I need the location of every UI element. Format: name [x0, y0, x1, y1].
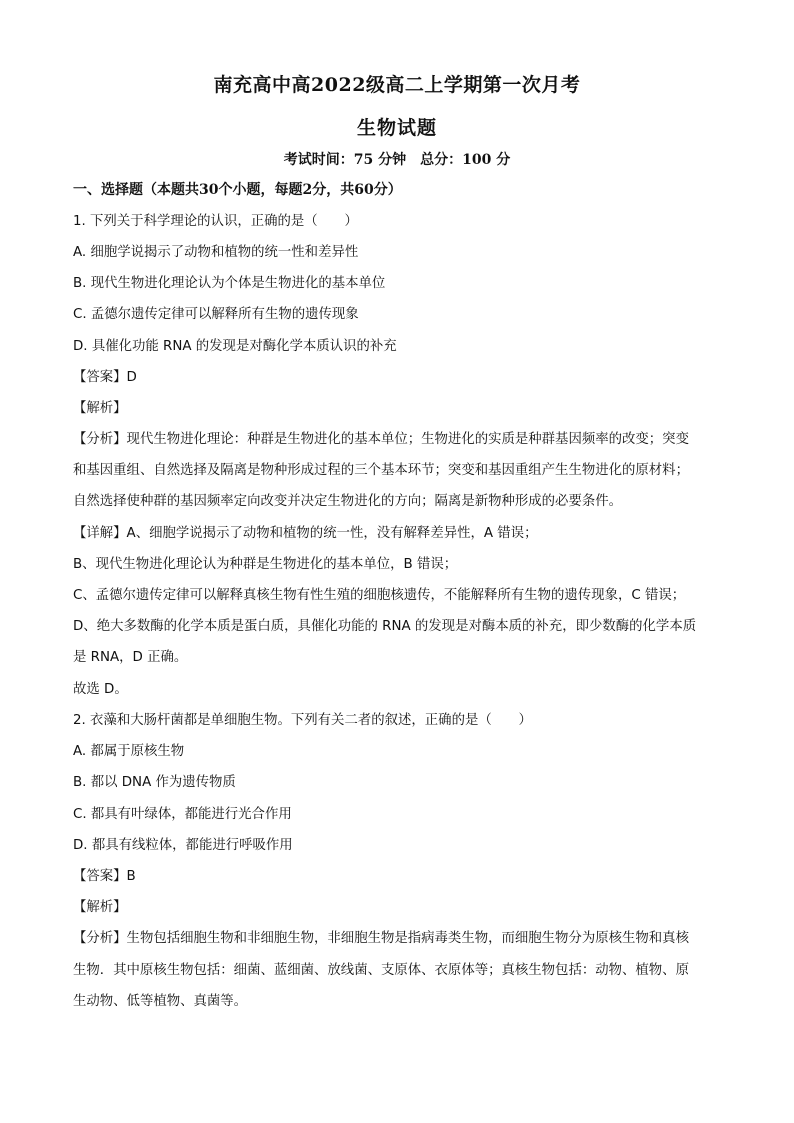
question-1-explanation-line: 【详解】A、细胞学说揭示了动物和植物的统一性，没有解释差异性，A 错误； [73, 526, 538, 541]
question-2-option-c: C. 都具有叶绿体，都能进行光合作用 [73, 807, 292, 822]
question-2-explanation-line: 【分析】生物包括细胞生物和非细胞生物，非细胞生物是指病毒类生物，而细胞生物分为原核生物和真核 [73, 931, 689, 946]
question-1-option-c: C. 孟德尔遗传定律可以解释所有生物的遗传现象 [73, 307, 359, 322]
question-1-explanation-line: B、现代生物进化理论认为种群是生物进化的基本单位，B 错误； [73, 557, 458, 572]
question-1-option-d: D. 具催化功能 RNA 的发现是对酶化学本质认识的补充 [73, 339, 397, 354]
question-1-explanation-line: D、绝大多数酶的化学本质是蛋白质，具催化功能的 RNA 的发现是对酶本质的补充，即少数酶的化学本质 [73, 619, 697, 634]
section-heading: 一、选择题（本题共30个小题，每题2分，共60分） [73, 182, 402, 198]
question-2-explanation-line: 生动物、低等植物、真菌等。 [73, 994, 248, 1009]
question-1-option-a: A. 细胞学说揭示了动物和植物的统一性和差异性 [73, 245, 359, 260]
question-1-option-b: B. 现代生物进化理论认为个体是生物进化的基本单位 [73, 276, 386, 291]
question-1-analysis-label: 【解析】 [73, 401, 127, 416]
question-1-explanation-line: C、孟德尔遗传定律可以解释真核生物有性生殖的细胞核遗传，不能解释所有生物的遗传现象，C 错误； [73, 588, 686, 603]
question-2-answer: 【答案】B [73, 869, 136, 884]
question-2-option-d: D. 都具有线粒体，都能进行呼吸作用 [73, 838, 293, 853]
subject-title: 生物试题 [356, 117, 437, 139]
question-1-explanation-line: 是 RNA，D 正确。 [73, 650, 188, 665]
question-2-option-b: B. 都以 DNA 作为遗传物质 [73, 775, 236, 790]
question-2-option-a: A. 都属于原核生物 [73, 744, 185, 759]
question-1-explanation-line: 和基因重组、自然选择及隔离是物种形成过程的三个基本环节；突变和基因重组产生生物进化的原材料； [73, 463, 689, 478]
question-1-explanation-line: 【分析】现代生物进化理论：种群是生物进化的基本单位；生物进化的实质是种群基因频率的改变；突变 [73, 432, 689, 447]
question-1-explanation-line: 故选 D。 [73, 682, 128, 697]
question-2-analysis-label: 【解析】 [73, 900, 127, 915]
question-1-stem: 1. 下列关于科学理论的认识，正确的是（ ） [73, 214, 358, 229]
question-1-explanation-line: 自然选择使种群的基因频率定向改变并决定生物进化的方向；隔离是新物种形成的必要条件。 [73, 494, 623, 509]
question-2-explanation-line: 生物．其中原核生物包括：细菌、蓝细菌、放线菌、支原体、衣原体等；真核生物包括：动物、植物、原 [73, 963, 689, 978]
exam-title: 南充高中高2022级高二上学期第一次月考 [213, 74, 581, 96]
question-1-answer: 【答案】D [73, 370, 137, 385]
exam-meta: 考试时间：75 分钟 总分：100 分 [283, 152, 511, 168]
question-2-stem: 2. 衣藻和大肠杆菌都是单细胞生物。下列有关二者的叙述，正确的是（ ） [73, 713, 532, 728]
